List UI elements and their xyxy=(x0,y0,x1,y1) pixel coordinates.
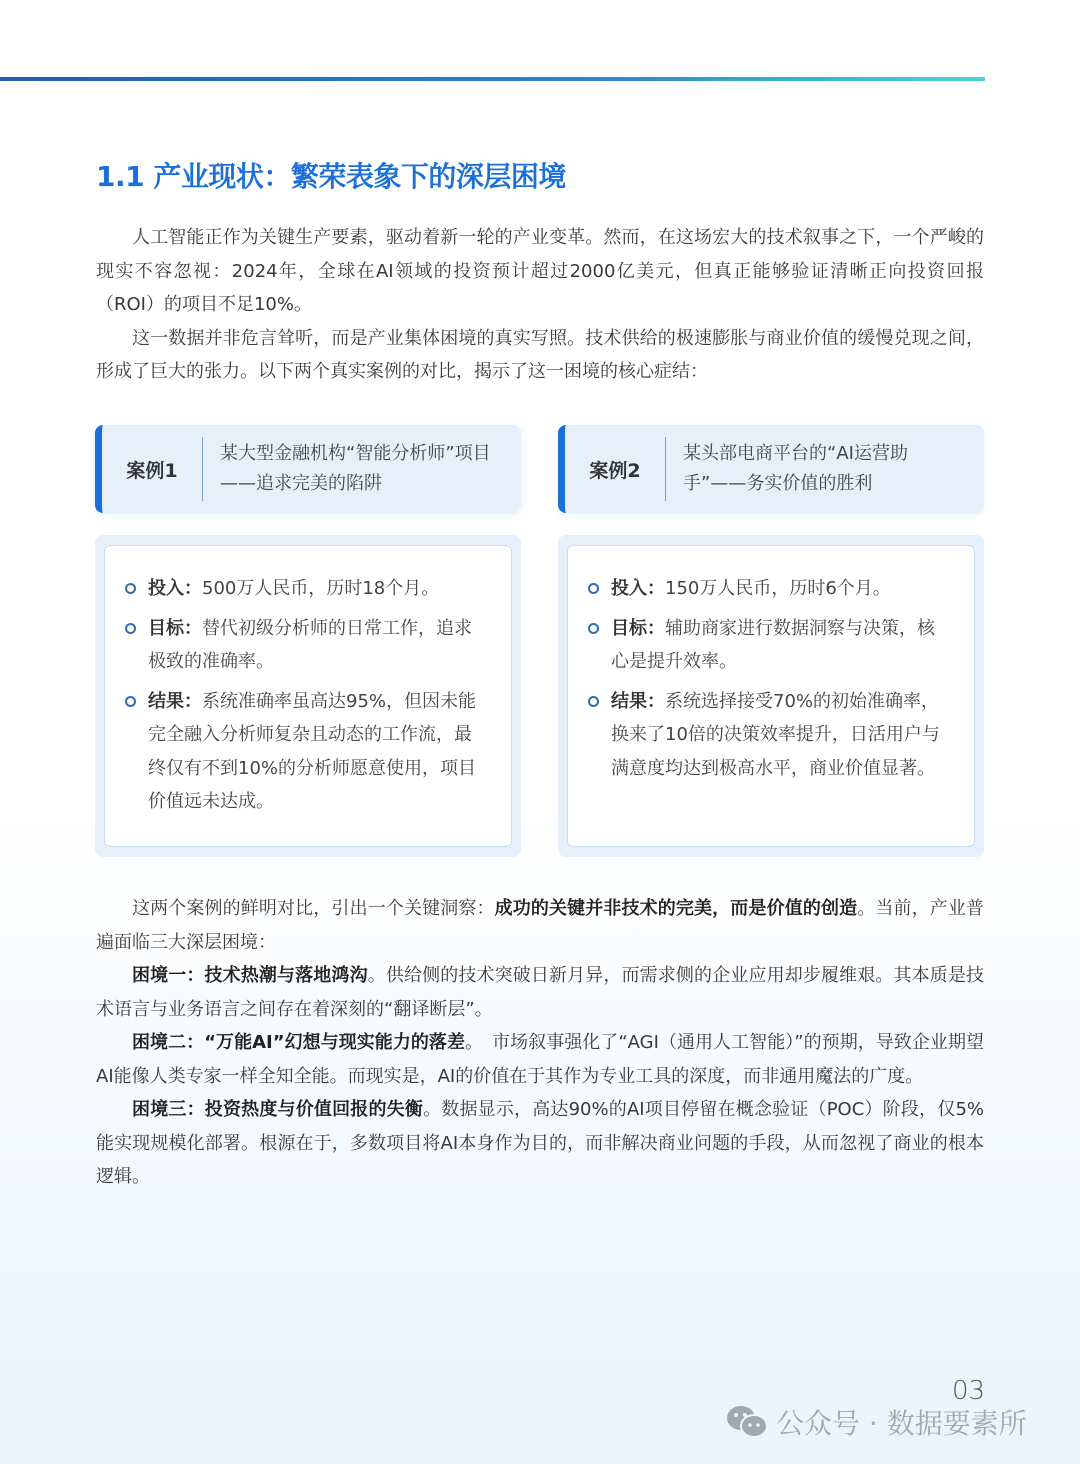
dilemma-title: 困境一：技术热潮与落地鸿沟 xyxy=(132,965,368,986)
bullet-icon xyxy=(125,696,136,707)
paragraph xyxy=(96,959,984,1026)
bullet-icon xyxy=(588,623,599,634)
page-number: 03 xyxy=(952,1376,986,1406)
paragraph xyxy=(96,1026,984,1093)
bullet-icon xyxy=(125,623,136,634)
case-title: 某大型金融机构“智能分析师”项目——追求完美的陷阱 xyxy=(220,443,491,494)
paragraph xyxy=(96,322,984,389)
paragraph xyxy=(96,892,984,959)
paragraph-text: 这两个案例的鲜明对比，引出一个关键洞察： xyxy=(132,898,495,919)
list-item xyxy=(125,612,481,679)
paragraph-text: 。供给侧的技术突破日新月异，而需求侧的企业应用却步履维艰。其本质是技术语言与业务语言之间存在着深刻的“翻译断层”。 xyxy=(96,965,985,1020)
item-label: 目标： xyxy=(148,617,202,639)
paragraph xyxy=(96,1093,984,1194)
item-text: 替代初级分析师的日常工作，追求极致的准确率。 xyxy=(148,617,472,672)
case-tag: 案例1 xyxy=(126,459,178,482)
paragraph-text: 。当前，产业普遍面临三大深层困境： xyxy=(96,898,985,953)
analysis-text xyxy=(96,892,984,1194)
watermark-text: 公众号 · 数据要素所 xyxy=(776,1407,1027,1440)
paragraph-text: 人工智能正作为关键生产要素，驱动着新一轮的产业变革。然而，在这场宏大的技术叙事之下，一个严峻的现实不容忽视：2024年，全球在AI领域的投资预计超过2000亿美元，但真正能够验证清晰正向投资回报（ROI）的项目不足10%。 xyxy=(96,227,984,315)
dilemma-title: 困境二：“万能AI”幻想与现实能力的落差 xyxy=(132,1032,465,1053)
wechat-icon xyxy=(726,1405,768,1439)
paragraph xyxy=(96,221,984,322)
paragraph-text: 。数据显示，高达90%的AI项目停留在概念验证（POC）阶段，仅5%能实现规模化部署。根源在于，多数项目将AI本身作为目的，而非解决商业问题的手段，从而忽视了商业的根本逻辑。 xyxy=(96,1099,984,1187)
item-text: 500万人民币，历时18个月。 xyxy=(202,578,440,599)
item-text: 系统准确率虽高达95%，但因未能完全融入分析师复杂且动态的工作流，最终仅有不到10%的分析师愿意使用，项目价值远未达成。 xyxy=(148,690,477,812)
item-text: 150万人民币，历时6个月。 xyxy=(665,578,891,599)
list-item xyxy=(125,685,481,819)
dilemma-title: 困境三：投资热度与价值回报的失衡 xyxy=(132,1099,424,1120)
bullet-icon xyxy=(125,583,136,594)
list-item xyxy=(588,612,944,679)
intro-text xyxy=(96,221,984,389)
item-text: 辅助商家进行数据洞察与决策，核心是提升效率。 xyxy=(611,617,935,672)
list-item xyxy=(125,572,481,606)
list-item xyxy=(588,572,944,606)
bullet-icon xyxy=(588,696,599,707)
section-title: 1.1 产业现状：繁荣表象下的深层困境 xyxy=(96,160,566,193)
case-2-details xyxy=(558,535,984,857)
bullet-icon xyxy=(588,583,599,594)
case-2-header xyxy=(558,425,984,513)
case-1-header xyxy=(95,425,521,513)
paragraph-text: 这一数据并非危言耸听，而是产业集体困境的真实写照。技术供给的极速膨胀与商业价值的缓慢兑现之间，形成了巨大的张力。以下两个真实案例的对比，揭示了这一困境的核心症结： xyxy=(96,327,984,382)
case-title: 某头部电商平台的“AI运营助手”——务实价值的胜利 xyxy=(683,443,908,494)
key-insight: 成功的关键并非技术的完美，而是价值的创造 xyxy=(494,898,858,919)
case-1-details xyxy=(95,535,521,857)
paragraph-text: 。 市场叙事强化了“AGI（通用人工智能）”的预期，导致企业期望AI能像人类专家一样全知全能。而现实是，AI的价值在于其作为专业工具的深度，而非通用魔法的广度。 xyxy=(96,1032,984,1087)
item-text: 系统选择接受70%的初始准确率，换来了10倍的决策效率提升，日活用户与满意度均达到极高水平，商业价值显著。 xyxy=(611,690,940,779)
item-label: 结果： xyxy=(148,690,202,712)
list-item xyxy=(588,685,944,786)
item-label: 投入： xyxy=(148,578,202,599)
item-label: 目标： xyxy=(611,617,665,639)
item-label: 结果： xyxy=(611,690,665,712)
case-tag: 案例2 xyxy=(589,459,641,482)
item-label: 投入： xyxy=(611,578,665,599)
watermark xyxy=(726,1402,1027,1442)
header-rule xyxy=(0,77,985,81)
